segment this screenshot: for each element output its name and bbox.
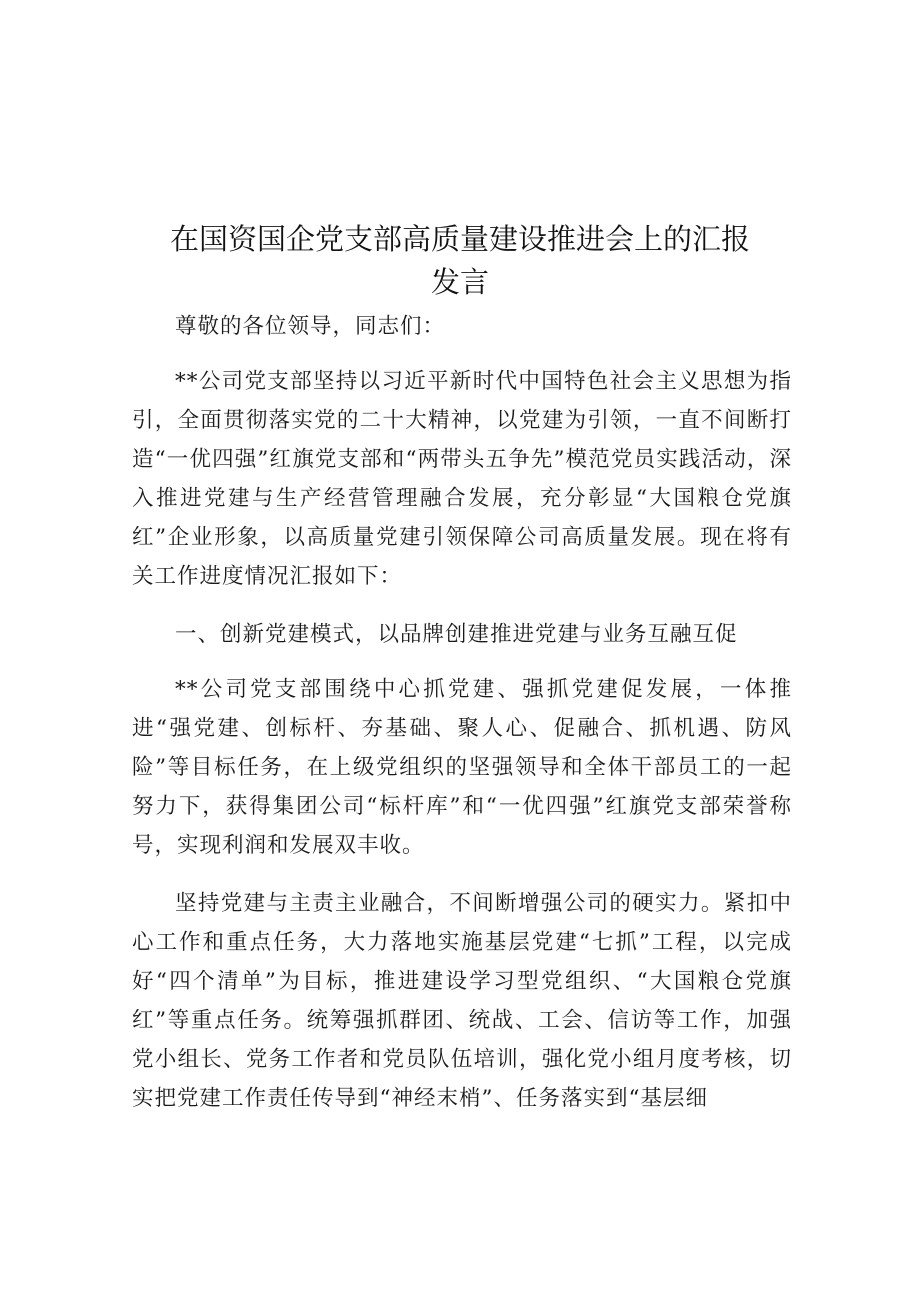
intro-paragraph: **公司党支部坚持以习近平新时代中国特色社会主义思想为指引，全面贯彻落实党的二十大精神，以党建为引领，一直不间断打造“一优四强”红旗党支部和“两带头五争先”模范党员实践活动，深入推进党建与生产经营管理融合发展，充分彰显“大国粮仓党旗红”企业形象，以高质量党建引领保障公司高质量发展。现在将有关工作进度情况汇报如下： <box>132 369 792 589</box>
document-body <box>132 307 792 1137</box>
title-line-1: 在国资国企党支部高质量建设推进会上的汇报 <box>169 222 750 256</box>
body-paragraph-2: **公司党支部围绕中心抓党建、强抓党建促发展，一体推进“强党建、创标杆、夯基础、聚人心、促融合、抓机遇、防风险”等目标任务，在上级党组织的坚强领导和全体干部员工的一起努力下，获得集团公司“标杆库”和“一优四强”红旗党支部荣誉称号，实现利润和发展双丰收。 <box>132 677 792 858</box>
body-paragraph-3: 坚持党建与主责主业融合，不间断增强公司的硬实力。紧扣中心工作和重点任务，大力落地实施基层党建“七抓”工程，以完成好“四个清单”为目标，推进建设学习型党组织、“大国粮仓党旗红”等重点任务。统筹强抓群团、统战、工会、信访等工作，加强党小组长、党务工作者和党员队伍培训，强化党小组月度考核，切实把党建工作责任传导到“神经末梢”、任务落实到“基层细 <box>132 891 792 1111</box>
title-line-2: 发言 <box>430 265 489 299</box>
document-title <box>130 218 790 304</box>
greeting-paragraph: 尊敬的各位领导，同志们： <box>175 314 446 339</box>
section-heading-1: 一、创新党建模式，以品牌创建推进党建与业务互融互促 <box>175 622 738 647</box>
